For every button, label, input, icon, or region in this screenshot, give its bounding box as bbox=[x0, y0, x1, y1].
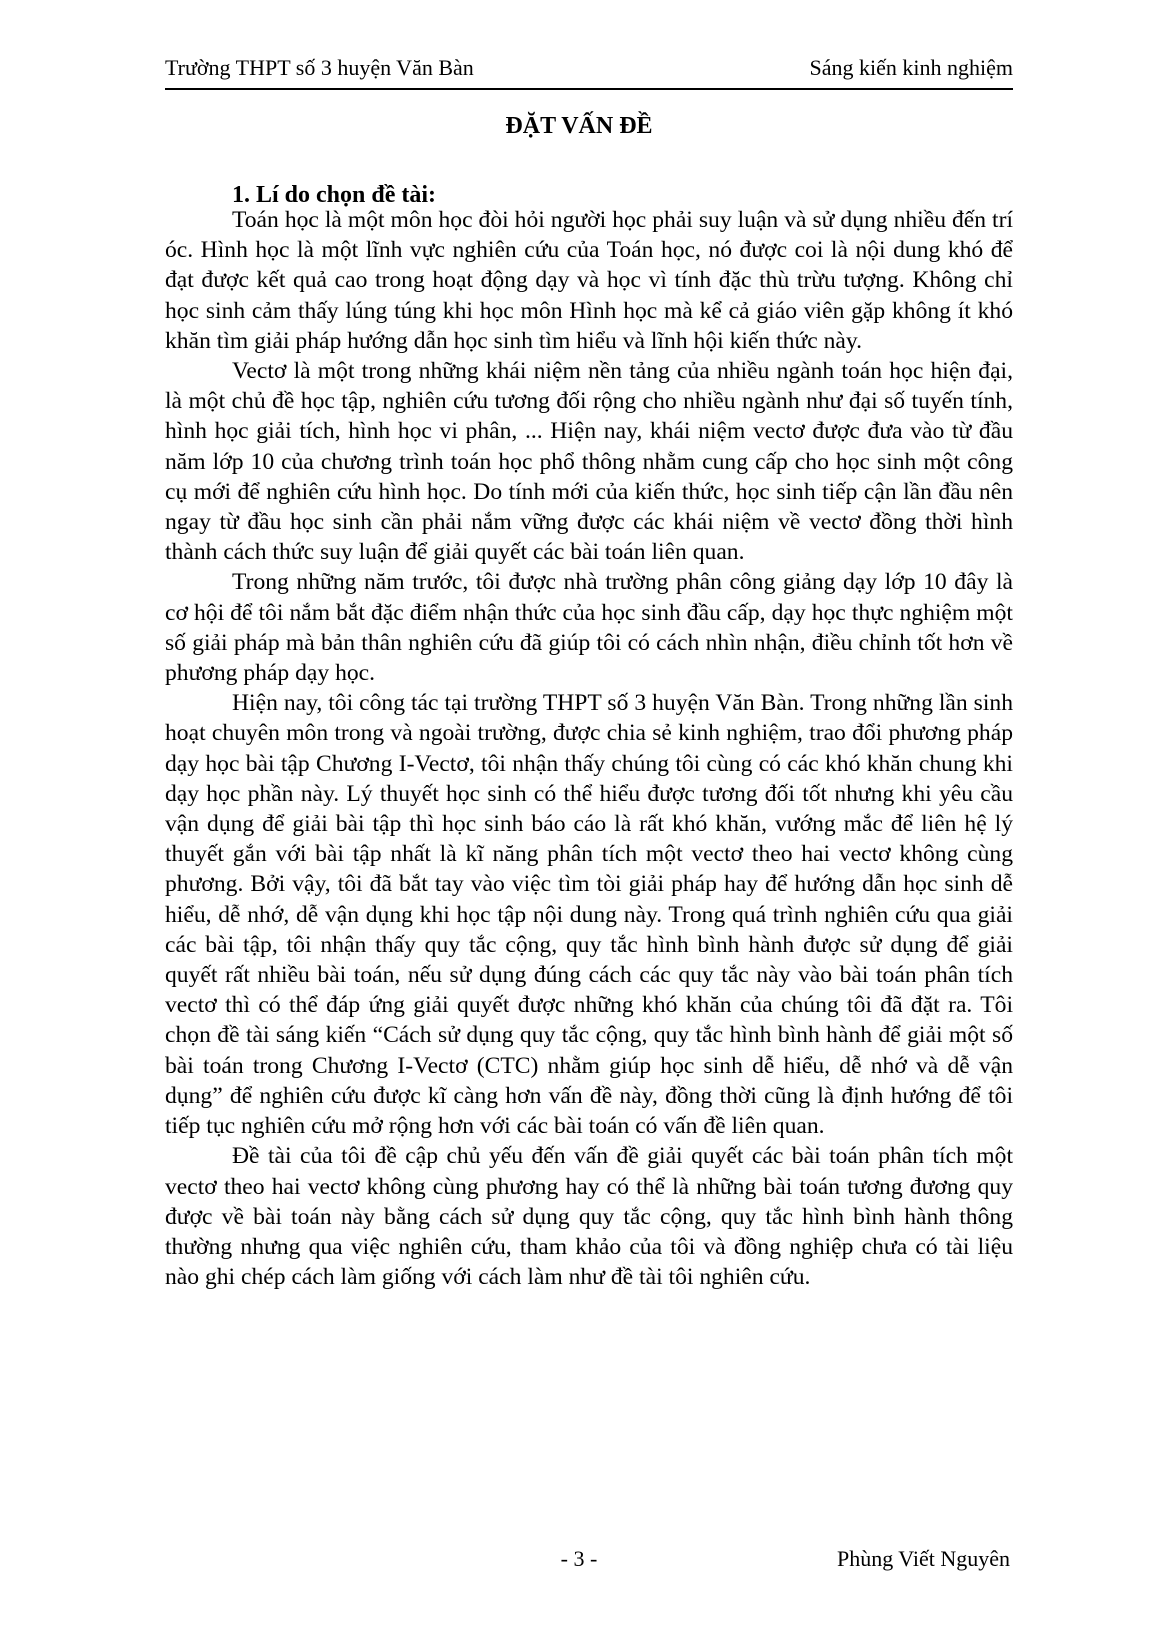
header-school: Trường THPT số 3 huyện Văn Bàn bbox=[165, 55, 474, 80]
page-title: ĐẶT VẤN ĐỀ bbox=[505, 113, 653, 139]
paragraph-1: Toán học là một môn học đòi hỏi người học phải suy luận và sử dụng nhiều đến trí óc. Hình học là một lĩnh vực nghiên cứu của Toán học, nó được coi là nội dung khó để đạt được kết quả cao trong hoạt động dạy và học vì tính đặc thù trừu tượng. Không chỉ học sinh cảm thấy lúng túng khi học môn Hình học mà kể cả giáo viên gặp không ít khó khăn tìm giải pháp hướng dẫn học sinh tìm hiểu và lĩnh hội kiến thức này. bbox=[165, 207, 1013, 354]
body-text bbox=[165, 205, 1013, 1292]
page-header bbox=[165, 56, 1013, 90]
section-heading: 1. Lí do chọn đề tài: bbox=[232, 182, 437, 208]
page-number: - 3 - bbox=[560, 1546, 598, 1571]
paragraph-5: Đề tài của tôi đề cập chủ yếu đến vấn đề giải quyết các bài toán phân tích một vectơ theo hai vectơ không cùng phương hay có thể là những bài toán tương đương quy được về bài toán này bằng cách sử dụng quy tắc cộng, quy tắc hình bình hành thông thường nhưng qua việc nghiên cứu, tham khảo của tôi và đồng nghiệp chưa có tài liệu nào ghi chép cách làm giống với cách làm như đề tài tôi nghiên cứu. bbox=[165, 1143, 1013, 1291]
footer-author: Phùng Viết Nguyên bbox=[836, 1546, 1010, 1571]
header-doc-type: Sáng kiến kinh nghiệm bbox=[809, 55, 1013, 80]
paragraph-4: Hiện nay, tôi công tác tại trường THPT số 3 huyện Văn Bàn. Trong những lần sinh hoạt chuyên môn trong và ngoài trường, được chia sẻ kinh nghiệm, trao đổi phương pháp dạy học bài tập Chương I-Vectơ, tôi nhận thấy chúng tôi cùng có các khó khăn chung khi dạy học phần này. Lý thuyết học sinh có thể hiểu được tương đối tốt nhưng khi yêu cầu vận dụng để giải bài tập thì học sinh báo cáo là rất khó khăn, vướng mắc để liên hệ lý thuyết gắn với bài tập nhất là kĩ năng phân tích một vectơ theo hai vectơ không cùng phương. Bởi vậy, tôi đã bắt tay vào việc tìm tòi giải pháp hay để hướng dẫn học sinh dễ hiểu, dễ nhớ, dễ vận dụng khi học tập nội dung này. Trong quá trình nghiên cứu qua giải các bài tập, tôi nhận thấy quy tắc cộng, quy tắc hình bình hành được sử dụng để giải quyết rất nhiều bài toán, nếu sử dụng đúng cách các quy tắc này vào bài toán phân tích vectơ thì có thể đáp ứng giải quyết được những khó khăn của chúng tôi đã đặt ra. Tôi chọn đề tài sáng kiến “Cách sử dụng quy tắc cộng, quy tắc hình bình hành để giải một số bài toán trong Chương I-Vectơ (CTC) nhằm giúp học sinh dễ hiểu, dễ nhớ và dễ vận dụng” để nghiên cứu được kĩ càng hơn vấn đề này, đồng thời cũng là định hướng để tôi tiếp tục nghiên cứu mở rộng hơn với các bài toán có vấn đề liên quan. bbox=[165, 690, 1013, 1140]
paragraph-3: Trong những năm trước, tôi được nhà trường phân công giảng dạy lớp 10 đây là cơ hội để tôi nắm bắt đặc điểm nhận thức của học sinh đầu cấp, dạy học thực nghiệm một số giải pháp mà bản thân nghiên cứu đã giúp tôi có cách nhìn nhận, điều chỉnh tốt hơn về phương pháp dạy học. bbox=[165, 569, 1013, 687]
paragraph-2: Vectơ là một trong những khái niệm nền tảng của nhiều ngành toán học hiện đại, là một chủ đề học tập, nghiên cứu tương đối rộng cho nhiều ngành như đại số tuyến tính, hình học giải tích, hình học vi phân, ... Hiện nay, khái niệm vectơ được đưa vào từ đầu năm lớp 10 của chương trình toán học phổ thông nhằm cung cấp cho học sinh một công cụ mới để nghiên cứu hình học. Do tính mới của kiến thức, học sinh tiếp cận lần đầu nên ngay từ đầu học sinh cần phải nắm vững được các khái niệm về vectơ đồng thời hình thành cách thức suy luận để giải quyết các bài toán liên quan. bbox=[165, 358, 1013, 566]
